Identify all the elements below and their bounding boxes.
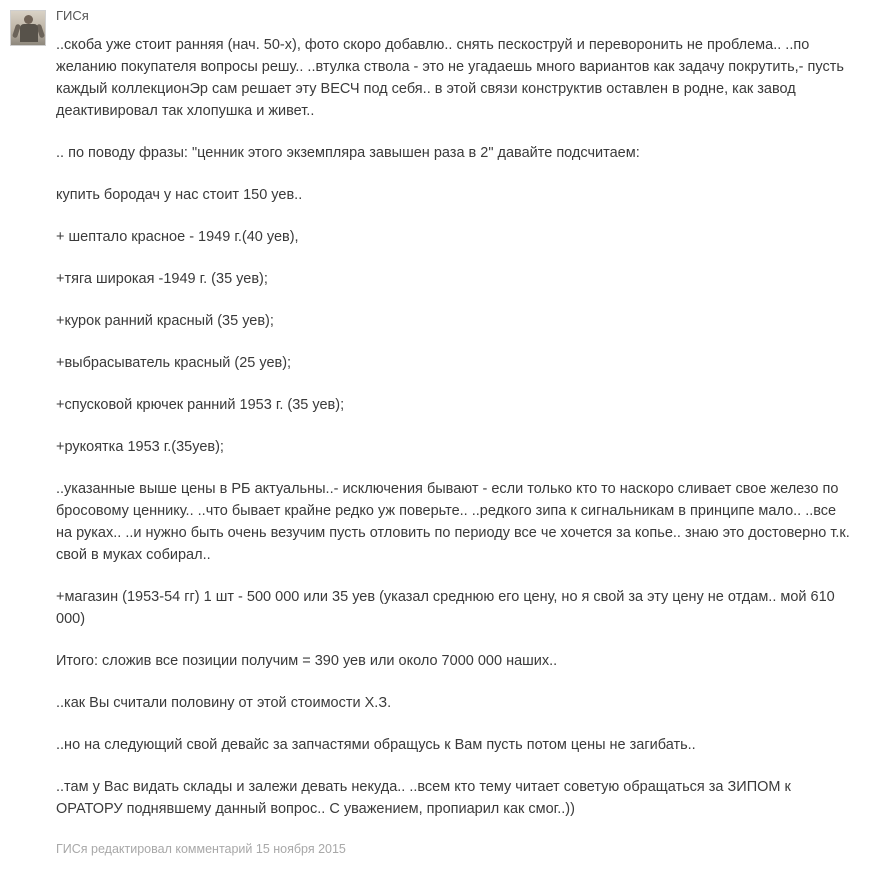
comment-paragraph: +курок ранний красный (35 уев);	[56, 312, 274, 329]
edit-note: ГИСя редактировал комментарий 15 ноября 2015	[56, 841, 346, 856]
comment-paragraph: + шептало красное - 1949 г.(40 уев),	[56, 228, 299, 245]
comment-paragraph: ..там у Вас видать склады и залежи девать некуда.. ..всем кто тему читает советую обращаться за ЗИПОМ к ОРАТОРУ поднявшему данный вопрос.. С уважением, пропиарил как смог..))	[56, 778, 791, 817]
comment-paragraph: .. по поводу фразы: "ценник этого экземпляра завышен раза в 2" давайте подсчитаем:	[56, 144, 640, 161]
comment-paragraph: ..но на следующий свой девайс за запчастями обращусь к Вам пусть потом цены не загибать..	[56, 736, 696, 753]
comment-paragraph: +выбрасыватель красный (25 уев);	[56, 354, 292, 371]
comment-paragraph: ..скоба уже стоит ранняя (нач. 50-х), фото скоро добавлю.. снять пескоструй и переворонить не проблема.. ..по желанию покупателя вопросы решу.. ..втулка ствола - это не угадаешь много вариантов как задачу покрутить,- пусть каждый коллекционЭр сам решает эту ВЕСЧ под себя.. в этой связи конструктив оставлен в родне, как завод деактивировал так хлопушка и живет..	[56, 36, 844, 119]
comment-body	[56, 8, 865, 870]
comment-paragraph: ..как Вы считали половину от этой стоимости Х.З.	[56, 694, 392, 711]
avatar[interactable]	[10, 10, 46, 46]
comment-paragraph: купить бородач у нас стоит 150 уев..	[56, 186, 303, 203]
comment-paragraph: +тяга широкая -1949 г. (35 уев);	[56, 270, 268, 287]
comment-paragraph: +рукоятка 1953 г.(35уев);	[56, 438, 224, 455]
comment-paragraph: Итого: сложив все позиции получим = 390 уев или около 7000 000 наших..	[56, 652, 558, 669]
comment-paragraph: +магазин (1953-54 гг) 1 шт - 500 000 или 35 уев (указал среднюю его цену, но я свой за эту цену не отдам.. мой 610 000)	[56, 588, 835, 627]
avatar-column	[10, 8, 56, 870]
comment-paragraph: ..указанные выше цены в РБ актуальны..- исключения бывают - если только кто то наскоро сливает свое железо по бросовому ценнику.. ..что бывает крайне редко уж поверьте.. ..редкого зипа к сигнальникам в принципе мало.. ..все на руках.. ..и нужно быть очень везучим пусть отловить по периоду все че хочется за копье.. знаю это достоверно т.к. свой в муках собирал..	[56, 480, 850, 563]
comment-paragraph: +спусковой крючек ранний 1953 г. (35 уев);	[56, 396, 345, 413]
author-name[interactable]: ГИСя	[56, 8, 89, 23]
avatar-figure-head	[24, 15, 33, 24]
avatar-figure-body	[20, 24, 38, 42]
